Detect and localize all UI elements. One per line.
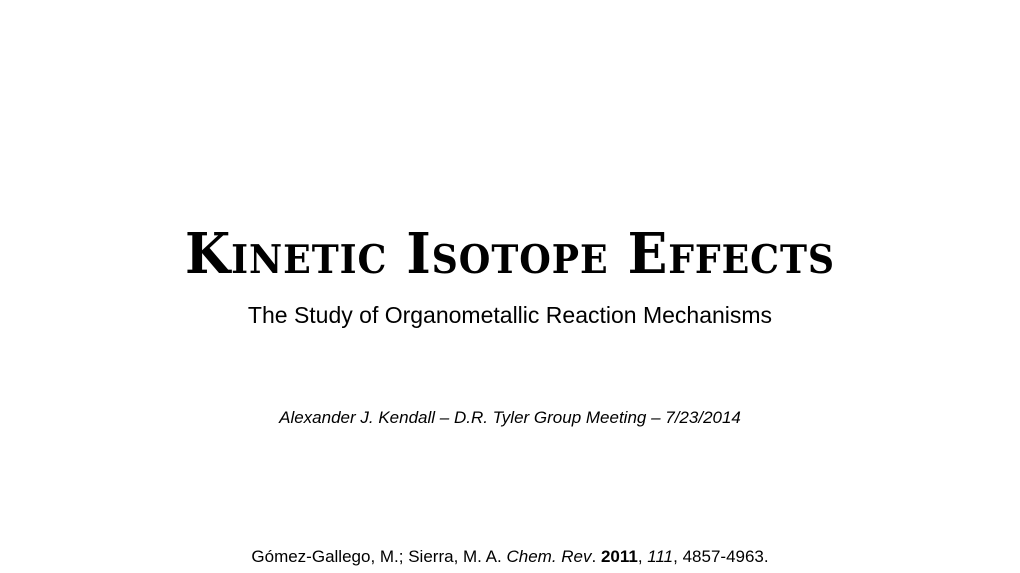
- citation-volume: 111: [647, 547, 674, 566]
- slide-title: Kinetic Isotope Effects: [184, 221, 836, 287]
- citation-pages: , 4857-4963.: [673, 547, 769, 566]
- citation-authors: Gómez-Gallego, M.; Sierra, M. A.: [251, 547, 507, 566]
- citation: [0, 545, 1020, 569]
- citation-year: 2011: [600, 547, 638, 566]
- author-line: Alexander J. Kendall – D.R. Tyler Group Meeting – 7/23/2014: [279, 408, 741, 427]
- slide-subtitle: The Study of Organometallic Reaction Mechanisms: [247, 302, 773, 328]
- citation-separator: .: [591, 547, 601, 566]
- citation-journal: Chem. Rev: [506, 547, 592, 566]
- citation-separator: ,: [637, 547, 648, 566]
